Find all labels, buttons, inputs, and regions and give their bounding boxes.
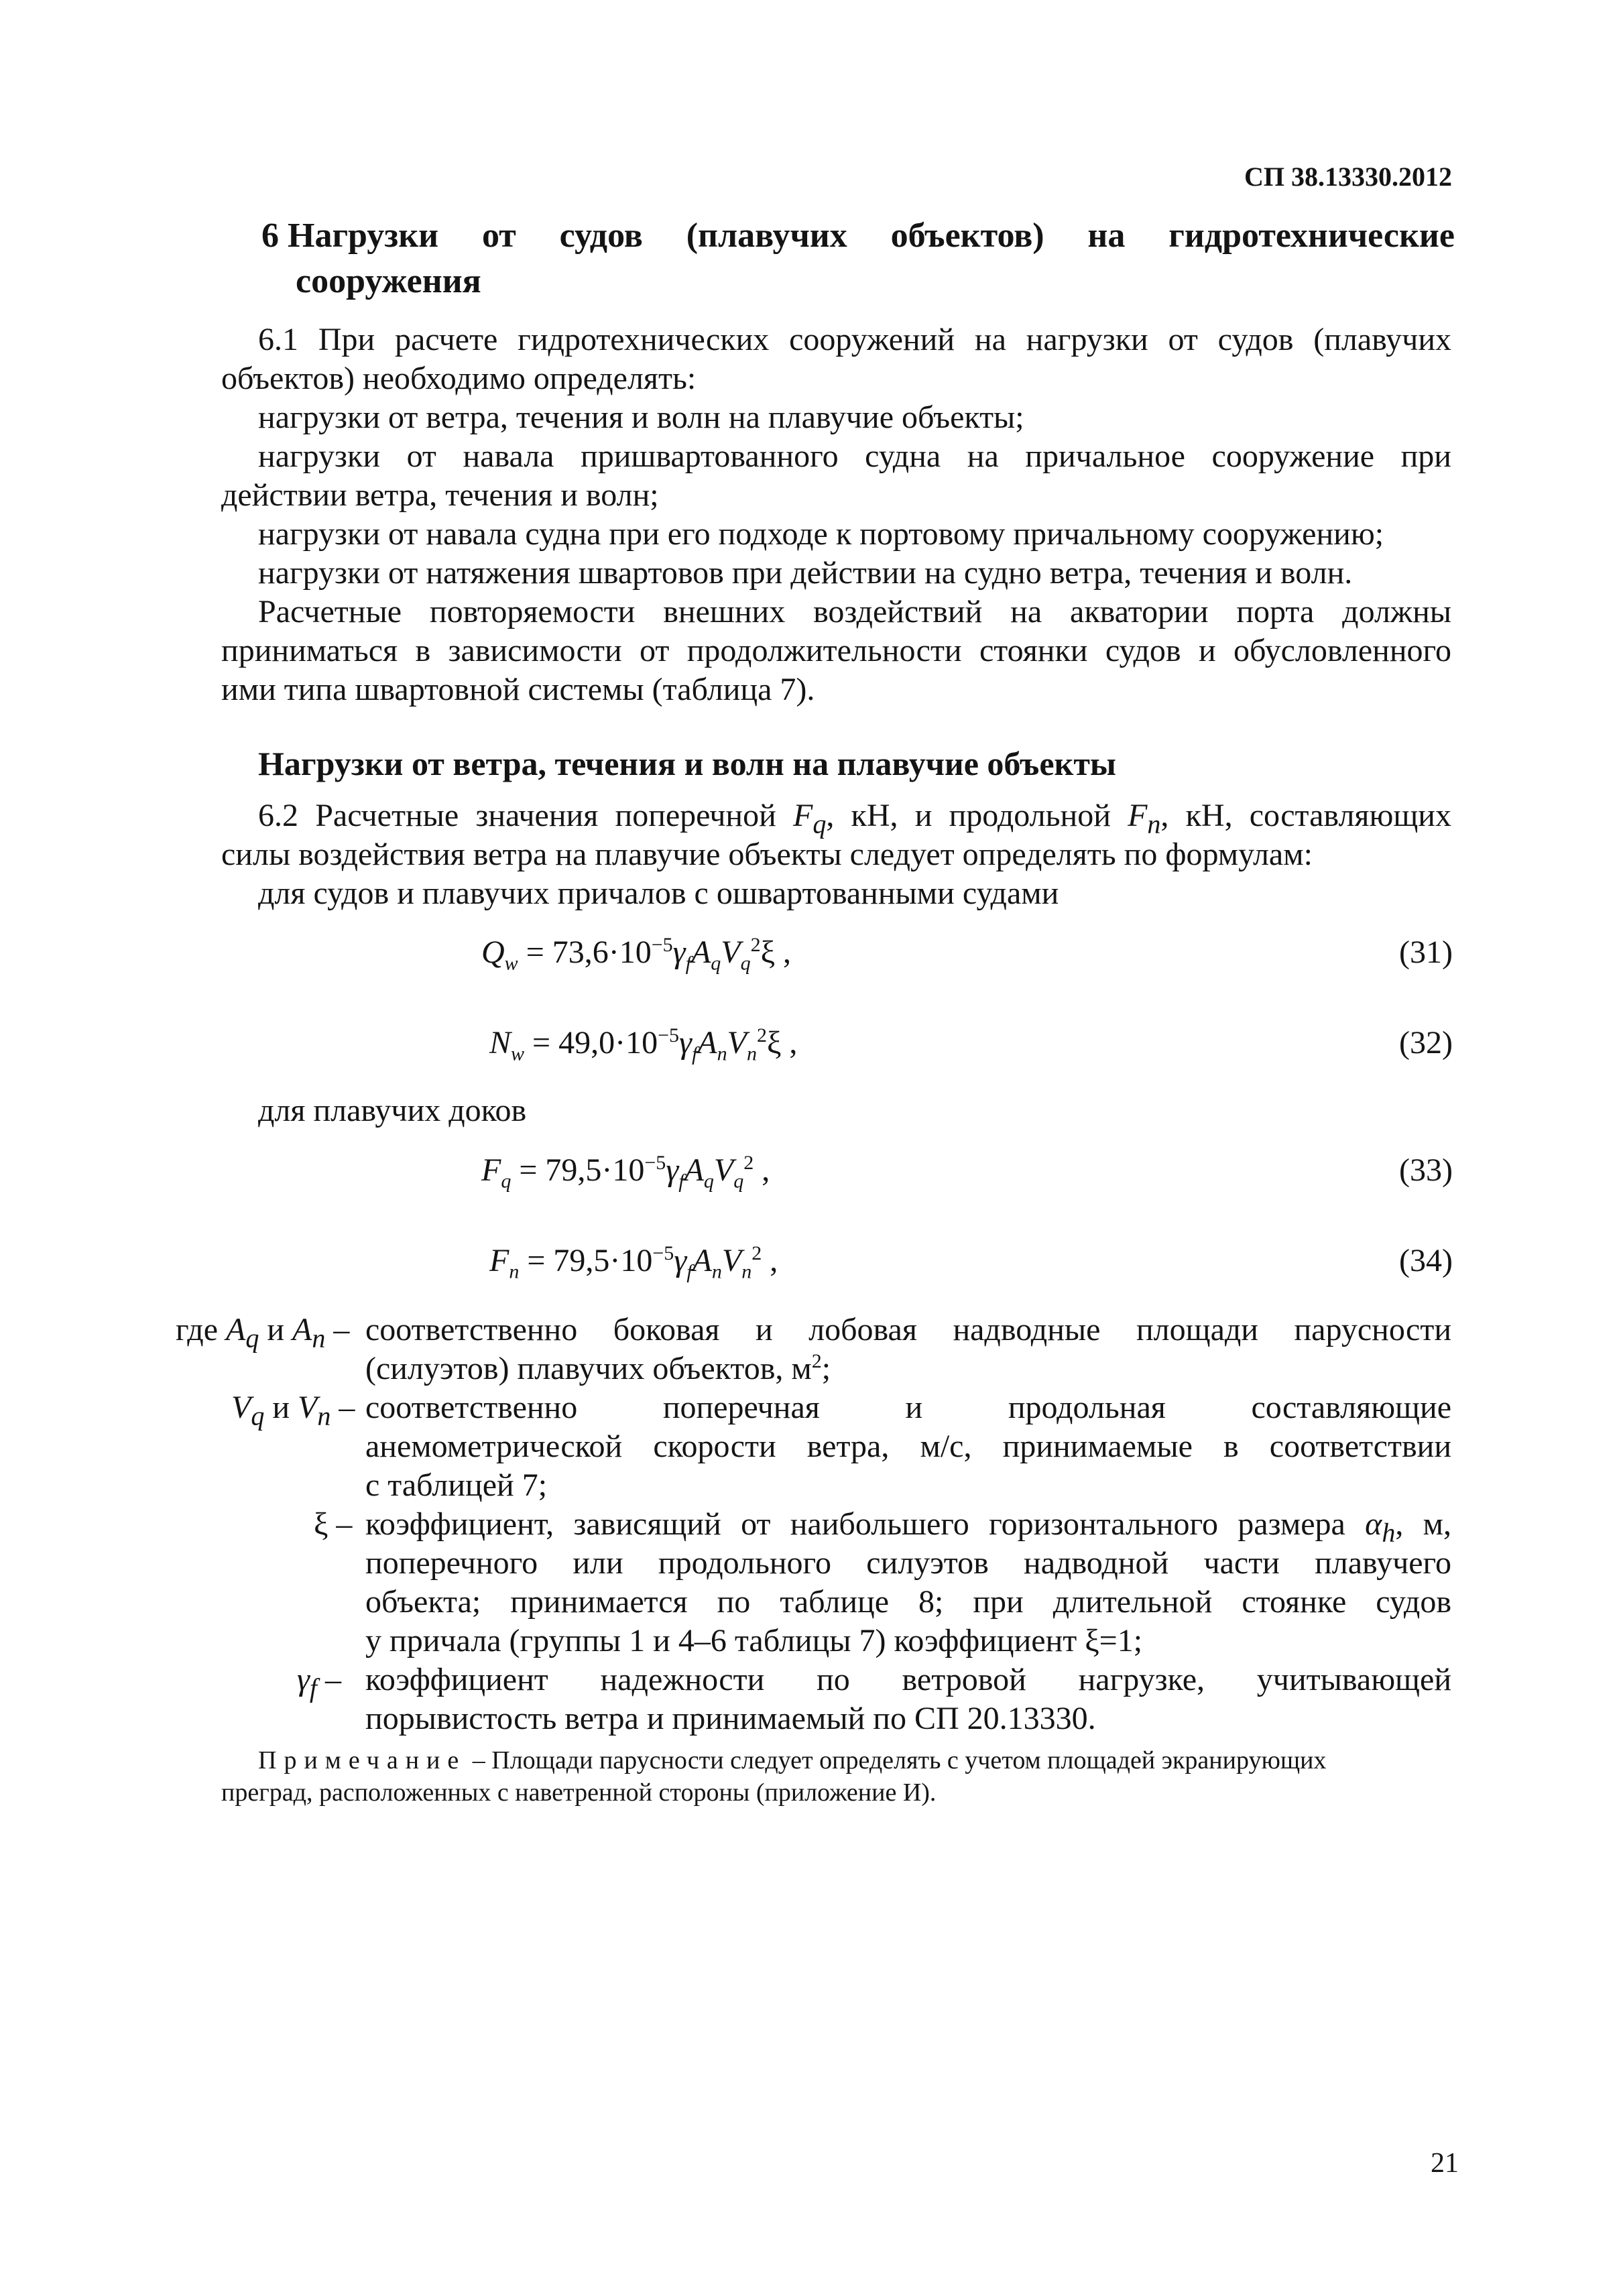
definition-text: поперечного или продольного силуэтов надводной части плавучего [365,1545,1451,1581]
equation-number: (34) [1399,1243,1453,1278]
definition-term: $V_q$ и $V_n$ – [231,1390,355,1431]
para-6-2-line2: силы воздействия ветра на плавучие объекты следует определять по формулам: [221,837,1313,872]
para-6-2-line1: 6.2 Расчетные значения поперечной $F_q$, кН, и продольной $F_n$, кН, составляющих [258,798,1451,839]
title-word: гидротехнические [1168,217,1455,255]
equation-number: (33) [1399,1152,1453,1188]
title-word: (плавучих [686,217,847,255]
definition-text: с таблицей 7; [365,1467,548,1503]
list-item: нагрузки от ветра, течения и волн на плавучие объекты; [258,400,1024,435]
definition-term: $\gamma_f$ – [297,1662,342,1703]
definition-text: объекта; принимается по таблице 8; при длительной стоянке судов [365,1584,1451,1620]
repeatability-line2: приниматься в зависимости от продолжительности стоянки судов и обусловленного [221,633,1451,668]
document-code: СП 38.13330.2012 [1244,162,1452,192]
case-docks-label: для плавучих доков [258,1093,527,1128]
definition-text: коэффициент, зависящий от наибольшего горизонтального размера $\alpha_h$, м, [365,1506,1452,1548]
formula-33: $F_q = 79,5\cdot 10^{-5}\gamma_fA_qV_q^2$ , [481,1152,770,1193]
title-word: судов [559,217,643,255]
title-word: 6 Нагрузки [261,217,439,255]
list-item: нагрузки от навала пришвартованного судна на причальное сооружение при [258,438,1451,474]
definition-text: коэффициент надежности по ветровой нагрузке, учитывающей [365,1662,1451,1697]
case-ships-label: для судов и плавучих причалов с ошвартованными судами [258,875,1059,911]
definition-text: у причала (группы 1 и 4–6 таблицы 7) коэффициент ξ=1; [365,1623,1143,1658]
title-word: на [1087,217,1126,255]
note-line1: Примечание – Площади парусности следует определять с учетом площадей экранирующих [258,1746,1327,1774]
section-title [261,213,1455,304]
formula-31: $Q_w = 73,6\cdot 10^{-5}\gamma_fA_qV_q^2\xi$ , [481,934,791,975]
page-number: 21 [1431,2148,1459,2179]
subheading: Нагрузки от ветра, течения и волн на плавучие объекты [258,745,1116,782]
definition-term: где $A_q$ и $A_n$ – [176,1312,350,1353]
definition-text: соответственно боковая и лобовая надводные площади парусности [365,1312,1451,1347]
repeatability-line3: ими типа швартовной системы (таблица 7). [221,672,815,707]
list-item-continuation: действии ветра, течения и волн; [221,477,659,513]
section-title-line1 [261,213,1455,259]
title-word: объектов) [890,217,1044,255]
para-6-1-line2: объектов) необходимо определять: [221,361,697,396]
definition-text: (силуэтов) плавучих объектов, $м^2$; [365,1350,831,1386]
repeatability-line1: Расчетные повторяемости внешних воздействий на акватории порта должны [258,594,1451,629]
note-line2: преград, расположенных с наветренной стороны (приложение И). [221,1778,937,1807]
section-title-line2: сооружения [296,261,481,300]
definition-text: соответственно поперечная и продольная составляющие [365,1390,1451,1425]
definition-text: анемометрической скорости ветра, м/с, принимаемые в соответствии [365,1429,1451,1464]
formula-32: $N_w = 49,0\cdot 10^{-5}\gamma_fA_nV_n^2\xi$ , [489,1024,798,1065]
equation-number: (32) [1399,1025,1453,1061]
definition-text: порывистость ветра и принимаемый по СП 20.13330. [365,1701,1096,1736]
para-6-1-line1: 6.1 При расчете гидротехнических сооружений на нагрузки от судов (плавучих [258,322,1451,357]
title-word: от [481,217,516,255]
list-item: нагрузки от навала судна при его подходе к портовому причальному сооружению; [258,516,1384,552]
equation-number: (31) [1399,934,1453,970]
formula-34: $F_n = 79,5\cdot 10^{-5}\gamma_fA_nV_n^2$ , [489,1242,778,1283]
definition-term: ξ – [314,1506,353,1542]
list-item: нагрузки от натяжения швартовов при действии на судно ветра, течения и волн. [258,555,1353,591]
